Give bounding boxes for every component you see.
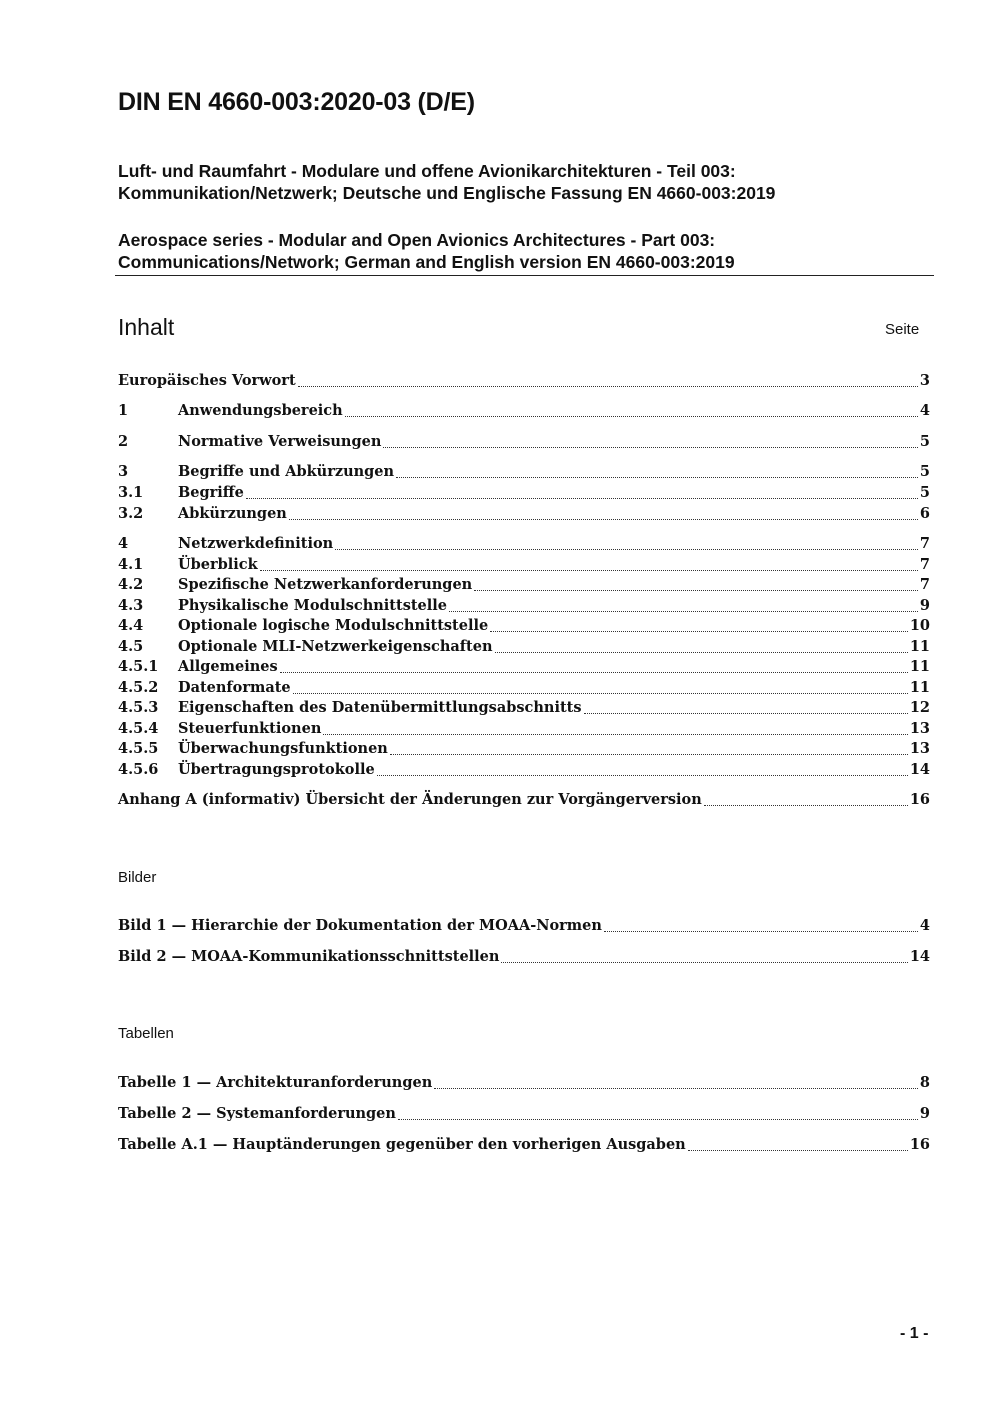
figures-heading: Bilder [118, 869, 157, 886]
dot-leader [398, 1118, 918, 1120]
entry-page-number: 9 [919, 597, 930, 614]
entry-label: Anhang A (informativ) Übersicht der Änderungen zur Vorgängerversion [118, 791, 702, 808]
entry-label: Spezifische Netzwerkanforderungen [178, 576, 473, 593]
entry-page-number: 11 [909, 679, 930, 696]
dot-leader [246, 497, 918, 499]
toc-entry-number: 3.1 [118, 484, 144, 501]
entry-label: Normative Verweisungen [178, 433, 382, 450]
subtitle-german-line-2: Kommunikation/Netzwerk; Deutsche und Englische Fassung EN 4660-003:2019 [118, 183, 776, 203]
toc-entry-number: 4.5.1 [118, 658, 159, 675]
toc-entry-number: 4.1 [118, 556, 144, 573]
entry-label: Tabelle 2 — Systemanforderungen [118, 1105, 396, 1122]
entry-page-number: 3 [919, 372, 930, 389]
page-number: - 1 - [900, 1325, 929, 1342]
toc-entry[interactable] [118, 505, 930, 525]
dot-leader [345, 415, 918, 417]
toc-entry[interactable] [118, 484, 930, 504]
dot-leader [604, 930, 918, 932]
toc-entry-number: 4.5.4 [118, 720, 159, 737]
entry-page-number: 4 [919, 917, 930, 934]
entry-page-number: 14 [909, 761, 930, 778]
toc-entry[interactable] [118, 740, 930, 760]
entry-label: Begriffe und Abkürzungen [178, 463, 395, 480]
entry-label: Datenformate [178, 679, 291, 696]
dot-leader [501, 961, 907, 963]
figure-entry[interactable] [118, 948, 930, 968]
toc-entry-number: 4.5 [118, 638, 144, 655]
entry-label: Allgemeines [178, 658, 278, 675]
table-entry[interactable] [118, 1136, 930, 1156]
entry-page-number: 5 [919, 463, 930, 480]
toc-entry-number: 4.4 [118, 617, 144, 634]
subtitle-english-line-2: Communications/Network; German and English version EN 4660-003:2019 [118, 252, 735, 272]
toc-entry-number: 2 [118, 433, 129, 450]
toc-entry[interactable] [118, 597, 930, 617]
entry-label: Optionale MLI-Netzwerkeigenschaften [178, 638, 493, 655]
toc-entry[interactable] [118, 761, 930, 781]
dot-leader [495, 651, 908, 653]
subtitle-german [118, 160, 775, 204]
dot-leader [390, 753, 908, 755]
toc-entry[interactable] [118, 402, 930, 422]
entry-page-number: 8 [919, 1074, 930, 1091]
dot-leader [490, 630, 908, 632]
entry-label: Begriffe [178, 484, 244, 501]
entry-page-number: 6 [919, 505, 930, 522]
table-entry[interactable] [118, 1105, 930, 1125]
entry-label: Überblick [178, 556, 258, 573]
entry-label: Überwachungsfunktionen [178, 740, 388, 757]
dot-leader [584, 712, 908, 714]
toc-entry[interactable] [118, 699, 930, 719]
entry-page-number: 7 [919, 535, 930, 552]
dot-leader [280, 671, 908, 673]
toc-entry[interactable] [118, 638, 930, 658]
toc-entry-number: 3.2 [118, 505, 144, 522]
subtitle-english-line-1: Aerospace series - Modular and Open Avionics Architectures - Part 003: [118, 230, 716, 250]
entry-page-number: 5 [919, 484, 930, 501]
toc-entry[interactable] [118, 576, 930, 596]
entry-page-number: 7 [919, 576, 930, 593]
dot-leader [688, 1149, 908, 1151]
toc-page-column-label: Seite [885, 321, 920, 338]
toc-entry-number: 1 [118, 402, 129, 419]
toc-entry-number: 4.5.6 [118, 761, 159, 778]
toc-entry[interactable] [118, 463, 930, 483]
entry-label: Steuerfunktionen [178, 720, 322, 737]
toc-entry-number: 4.2 [118, 576, 144, 593]
entry-label: Europäisches Vorwort [118, 372, 296, 389]
dot-leader [260, 569, 918, 571]
entry-label: Optionale logische Modulschnittstelle [178, 617, 489, 634]
entry-label: Physikalische Modulschnittstelle [178, 597, 448, 614]
dot-leader [335, 548, 918, 550]
dot-leader [474, 589, 918, 591]
entry-page-number: 7 [919, 556, 930, 573]
toc-entry[interactable] [118, 556, 930, 576]
toc-entry-number: 4.5.5 [118, 740, 159, 757]
entry-page-number: 9 [919, 1105, 930, 1122]
entry-label: Eigenschaften des Datenübermittlungsabschnitts [178, 699, 582, 716]
entry-label: Bild 2 — MOAA-Kommunikationsschnittstellen [118, 948, 500, 965]
toc-entry-number: 4 [118, 535, 129, 552]
entry-page-number: 5 [919, 433, 930, 450]
figure-entry[interactable] [118, 917, 930, 937]
table-entry[interactable] [118, 1074, 930, 1094]
entry-page-number: 4 [919, 402, 930, 419]
toc-entry-number: 4.3 [118, 597, 144, 614]
title-divider [115, 275, 934, 276]
entry-label: Bild 1 — Hierarchie der Dokumentation der MOAA-Normen [118, 917, 602, 934]
subtitle-german-line-1: Luft- und Raumfahrt - Modulare und offene Avionikarchitekturen - Teil 003: [118, 161, 736, 181]
dot-leader [704, 804, 908, 806]
entry-page-number: 13 [909, 720, 930, 737]
entry-page-number: 14 [909, 948, 930, 965]
toc-entry[interactable] [118, 372, 930, 392]
entry-page-number: 10 [909, 617, 930, 634]
toc-entry[interactable] [118, 535, 930, 555]
toc-entry-number: 3 [118, 463, 129, 480]
toc-entry[interactable] [118, 617, 930, 637]
toc-entry[interactable] [118, 658, 930, 678]
entry-label: Tabelle 1 — Architekturanforderungen [118, 1074, 433, 1091]
dot-leader [293, 692, 908, 694]
entry-label: Übertragungsprotokolle [178, 761, 375, 778]
toc-entry[interactable] [118, 433, 930, 453]
document-title: DIN EN 4660-003:2020-03 (D/E) [118, 88, 475, 116]
entry-page-number: 16 [909, 1136, 930, 1153]
subtitle-english [118, 229, 735, 273]
dot-leader [377, 774, 908, 776]
entry-page-number: 11 [909, 658, 930, 675]
dot-leader [298, 385, 918, 387]
entry-page-number: 13 [909, 740, 930, 757]
toc-entry-number: 4.5.2 [118, 679, 159, 696]
entry-label: Anwendungsbereich [178, 402, 343, 419]
toc-entry[interactable] [118, 679, 930, 699]
toc-entry[interactable] [118, 791, 930, 811]
tables-heading: Tabellen [118, 1025, 174, 1042]
toc-heading: Inhalt [118, 314, 175, 340]
entry-label: Tabelle A.1 — Hauptänderungen gegenüber den vorherigen Ausgaben [118, 1136, 686, 1153]
entry-label: Netzwerkdefinition [178, 535, 334, 552]
dot-leader [396, 476, 918, 478]
dot-leader [434, 1087, 918, 1089]
dot-leader [383, 446, 918, 448]
dot-leader [449, 610, 918, 612]
dot-leader [289, 518, 918, 520]
entry-page-number: 11 [909, 638, 930, 655]
entry-page-number: 12 [909, 699, 930, 716]
toc-entry[interactable] [118, 720, 930, 740]
entry-page-number: 16 [909, 791, 930, 808]
toc-entry-number: 4.5.3 [118, 699, 159, 716]
dot-leader [323, 733, 907, 735]
entry-label: Abkürzungen [178, 505, 287, 522]
